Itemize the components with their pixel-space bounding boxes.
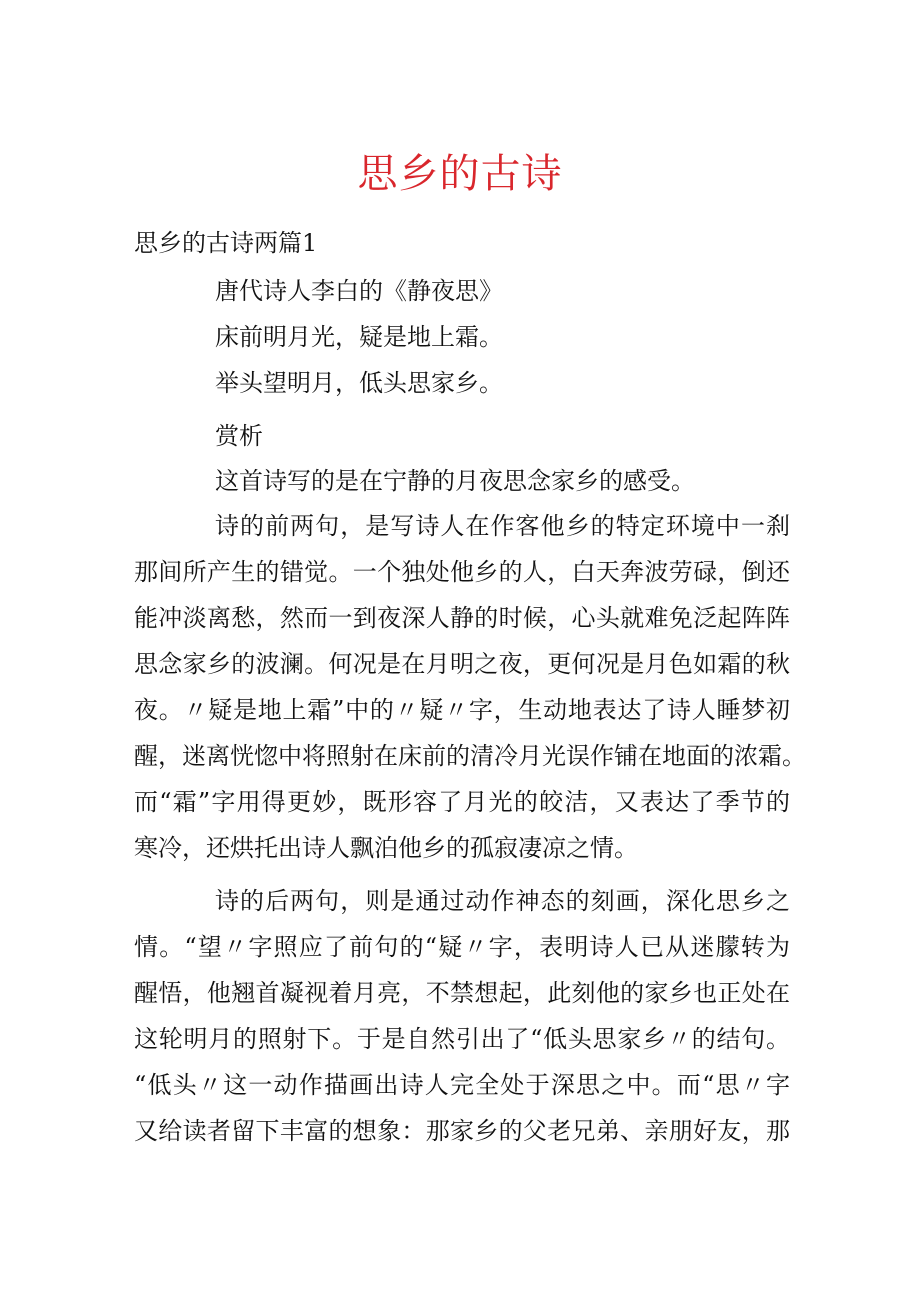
analysis-heading: 赏析 [215,422,263,450]
poem-attribution: 唐代诗人李白的《静夜思》 [215,277,503,305]
paragraph1-line-8: 寒冷，还烘托出诗人飘泊他乡的孤寂凄凉之情。 [134,834,638,862]
paragraph2-line-2: 情。“望〃字照应了前句的“疑〃字，表明诗人已从迷朦转为 [134,933,790,961]
paragraph2-line-1: 诗的后两句，则是通过动作神态的刻画，深化思乡之 [215,887,790,915]
paragraph2-line-4: 这轮明月的照射下。于是自然引出了“低头思家乡〃的结句。 [134,1025,790,1053]
paragraph1-line-4: 思念家乡的波澜。何况是在月明之夜，更何况是月色如霜的秋 [134,650,790,678]
paragraph2-line-3: 醒悟，他翘首凝视着月亮，不禁想起，此刻他的家乡也正处在 [134,979,790,1007]
page-title: 思乡的古诗 [357,151,563,197]
paragraph1-line-7: 而“霜”字用得更妙，既形容了月光的皎洁，又表达了季节的 [134,788,790,816]
paragraph2-line-6: 又给读者留下丰富的想象：那家乡的父老兄弟、亲朋好友，那 [134,1117,790,1145]
poem-line-2: 举头望明月，低头思家乡。 [215,369,503,397]
paragraph1-line-2: 那间所产生的错觉。一个独处他乡的人，白天奔波劳碌，倒还 [134,558,790,586]
section-heading: 思乡的古诗两篇1 [134,229,318,257]
paragraph1-line-6: 醒，迷离恍惚中将照射在床前的清冷月光误作铺在地面的浓霜。 [134,742,806,770]
summary-line: 这首诗写的是在宁静的月夜思念家乡的感受。 [215,467,695,495]
paragraph1-line-1: 诗的前两句，是写诗人在作客他乡的特定环境中一刹 [215,512,790,540]
poem-line-1: 床前明月光，疑是地上霜。 [215,323,503,351]
paragraph1-line-5: 夜。〃疑是地上霜”中的〃疑〃字，生动地表达了诗人睡梦初 [134,696,790,724]
paragraph2-line-5: “低头〃这一动作描画出诗人完全处于深思之中。而“思〃字 [134,1071,790,1099]
paragraph1-line-3: 能冲淡离愁，然而一到夜深人静的时候，心头就难免泛起阵阵 [134,604,790,632]
